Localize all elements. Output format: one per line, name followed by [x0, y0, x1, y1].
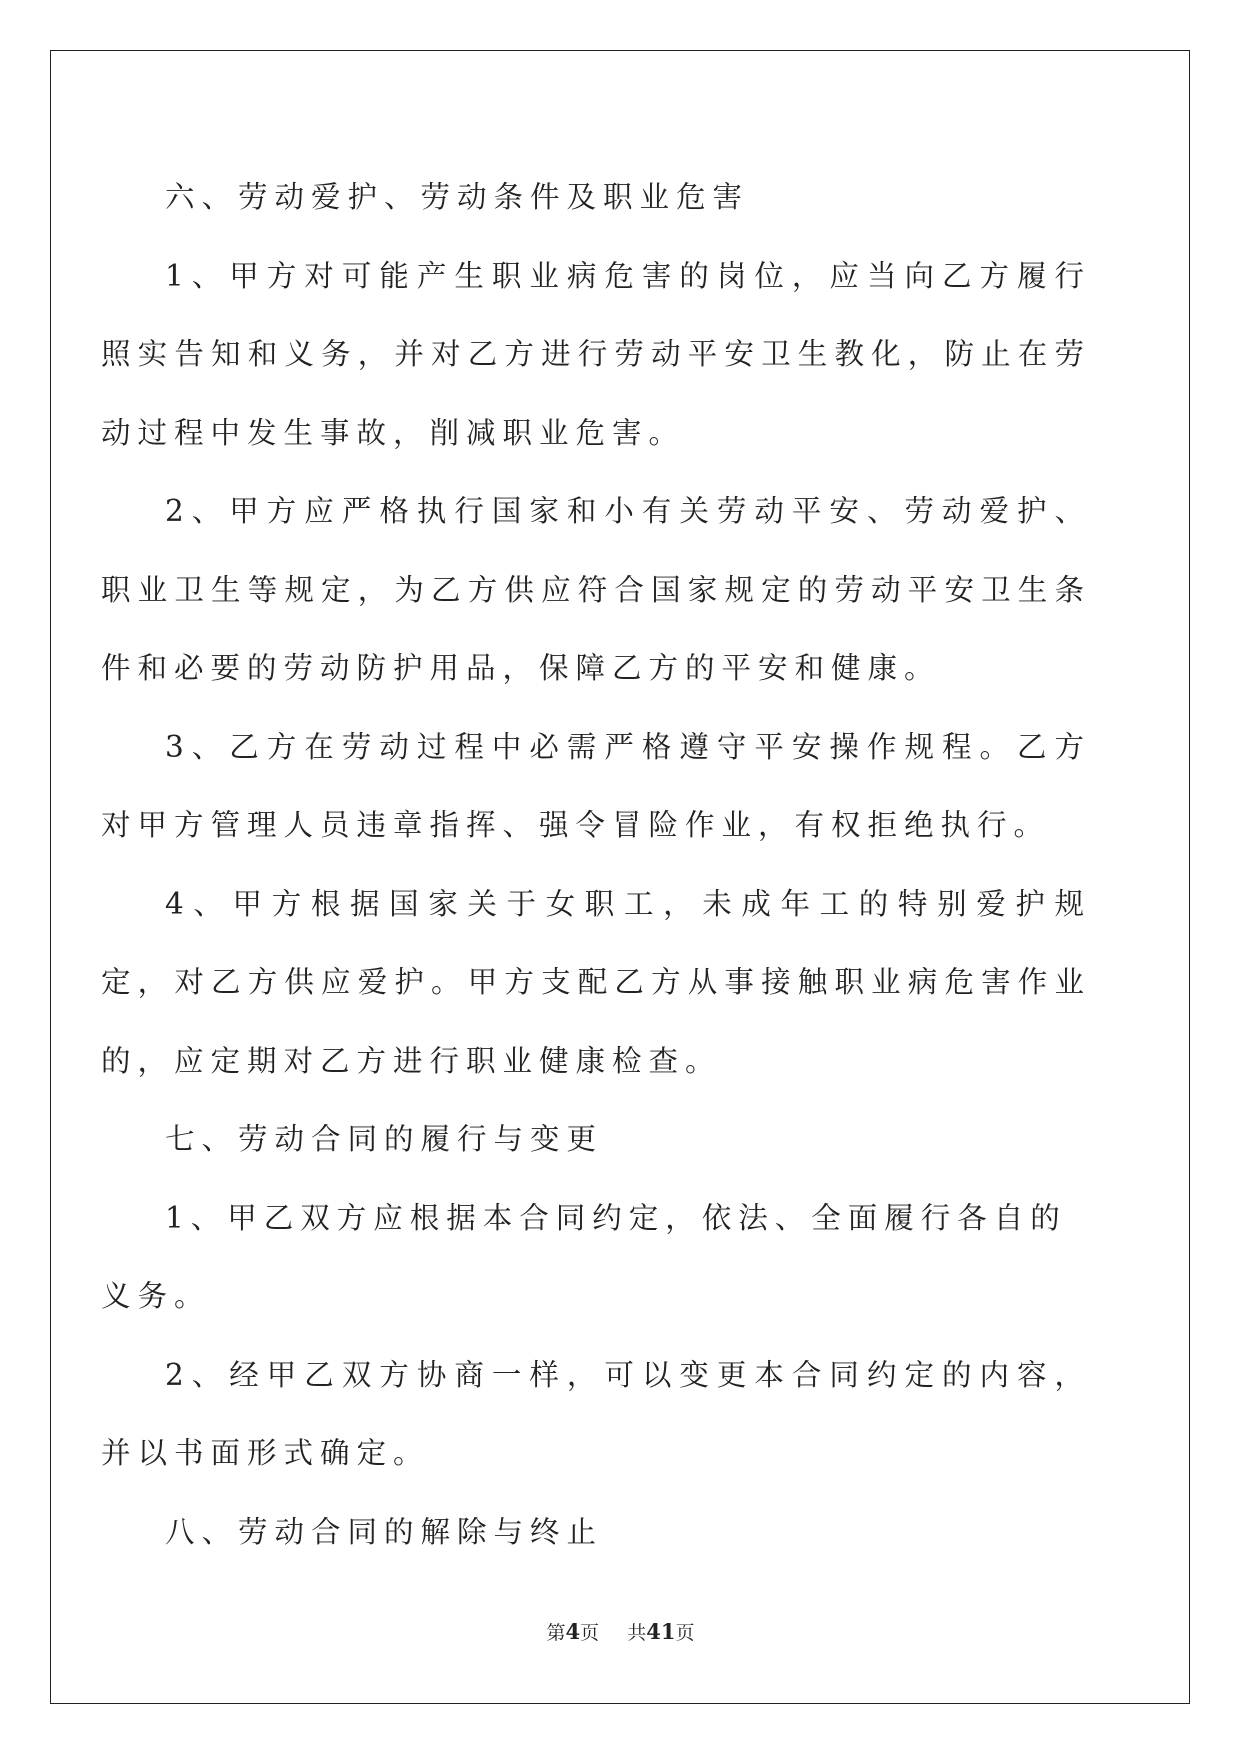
section-heading-6: 六、劳动爱护、劳动条件及职业危害 — [165, 180, 750, 214]
total-prefix: 共 — [627, 1622, 647, 1644]
section-heading-8: 八、劳动合同的解除与终止 — [165, 1514, 604, 1549]
paragraph-7-2: 2、经甲乙双方协商一样，可以变更本合同约定的内容，并以书面形式确定。 — [101, 1357, 1091, 1470]
paragraph-6-2: 2、甲方应严格执行国家和小有关劳动平安、劳动爱护、职业卫生等规定，为乙方供应符合国家规定的劳动平安卫生条件和必要的劳动防护用品，保障乙方的平安和健康。 — [101, 494, 1091, 685]
page-number: 4 — [565, 1619, 581, 1644]
paragraph-6-3: 3、乙方在劳动过程中必需严格遵守平安操作规程。乙方对甲方管理人员违章指挥、强令冒险作业，有权拒绝执行。 — [101, 729, 1091, 842]
page-suffix: 页 — [580, 1622, 600, 1644]
document-body — [101, 158, 1091, 1571]
paragraph-6-4: 4、甲方根据国家关于女职工，未成年工的特别爱护规定，对乙方供应爱护。甲方支配乙方从事接触职业病危害作业的，应定期对乙方进行职业健康检查。 — [101, 886, 1091, 1078]
paragraph-6-1: 1、甲方对可能产生职业病危害的岗位，应当向乙方履行照实告知和义务，并对乙方进行劳动平安卫生教化，防止在劳动过程中发生事故，削减职业危害。 — [101, 258, 1091, 450]
page-prefix: 第 — [546, 1622, 566, 1644]
total-pages: 41 — [646, 1619, 676, 1644]
paragraph-7-1: 1、甲乙双方应根据本合同约定，依法、全面履行各自的义务。 — [101, 1200, 1067, 1313]
page-footer — [0, 1618, 1241, 1645]
section-heading-7: 七、劳动合同的履行与变更 — [165, 1122, 604, 1156]
total-suffix: 页 — [675, 1622, 695, 1644]
